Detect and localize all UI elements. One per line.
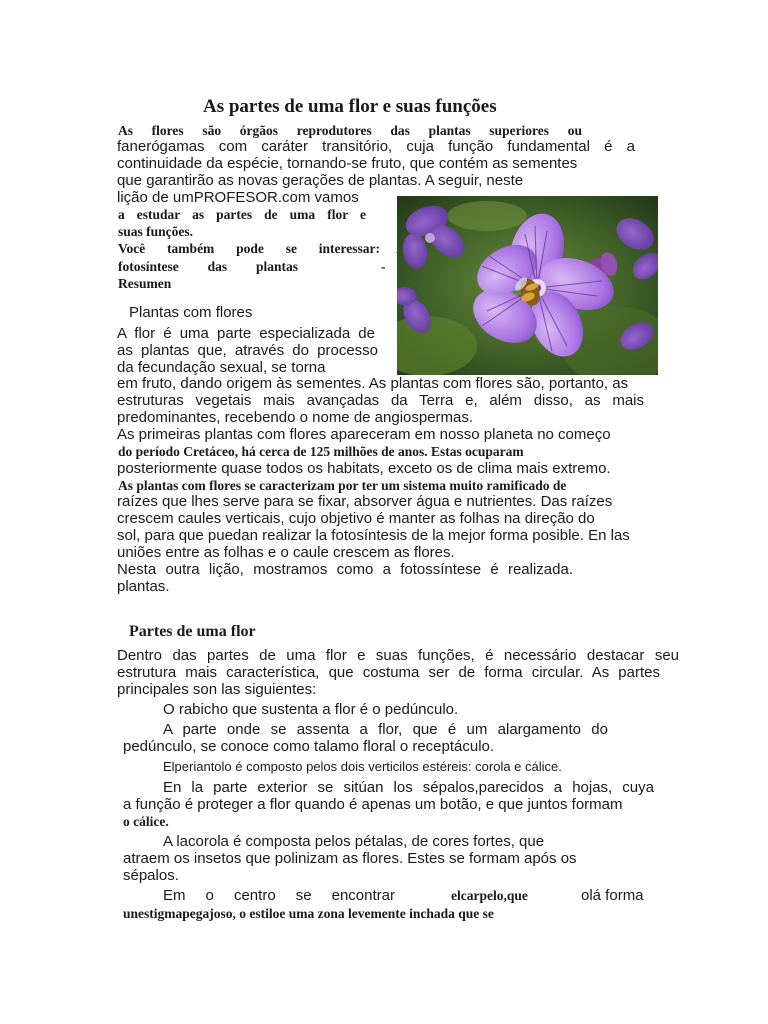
paragraph-line: do período Cretáceo, há cerca de 125 milhões de anos. Estas ocuparam <box>118 444 524 459</box>
paragraph-line: sol, para que puedan realizar la fotosíntesis de la mejor forma posible. En las <box>117 527 630 544</box>
paragraph-line: As primeiras plantas com flores apareceram em nosso planeta no começo <box>117 426 611 443</box>
list-item: a função é proteger a flor quando é apenas um botão, e que juntos formam <box>123 796 623 813</box>
paragraph-line: Nesta outra lição, mostramos como a fotossíntese é realizada. <box>117 561 573 578</box>
paragraph-line: posteriormente quase todos os habitats, exceto os de clima mais extremo. <box>117 460 611 477</box>
list-item: pedúnculo, se conoce como talamo floral o receptáculo. <box>123 738 495 755</box>
intro-line: que garantirão as novas gerações de plantas. A seguir, neste <box>117 172 524 189</box>
paragraph-line: raízes que lhes serve para se fixar, absorver água e nutrientes. Das raízes <box>117 493 613 510</box>
paragraph-line: em fruto, dando origem às sementes. As plantas com flores são, portanto, as <box>117 375 629 392</box>
intro-line: suas funções. <box>118 224 194 239</box>
paragraph-line: predominantes, recebendo o nome de angiospermas. <box>117 409 474 426</box>
list-item: atraem os insetos que polinizam as flores. Estes se formam após os <box>123 850 577 867</box>
list-item-bold: unestigmapegajoso, o estiloe uma zona levemente inchada que se <box>123 906 494 921</box>
intro-line: fanerógamas com caráter transitório, cuja função fundamental é a <box>117 138 635 155</box>
paragraph-line: as plantas que, através do processo <box>117 342 378 359</box>
list-item-bold: elcarpelo,que <box>451 888 528 903</box>
section-heading: Partes de uma flor <box>129 623 256 640</box>
paragraph-line: estruturas vegetais mais avançadas da Terra e, além disso, as mais <box>117 392 644 409</box>
related-link-text[interactable]: Resumen <box>118 276 172 291</box>
related-link-dash: - <box>381 259 386 274</box>
paragraph-line: As plantas com flores se caracterizam por ter um sistema muito ramificado de <box>118 478 567 493</box>
list-item: En la parte exterior se sitúan los sépalos,parecidos a hojas, cuya <box>163 779 654 796</box>
paragraph-line: principales son las siguientes: <box>117 681 317 698</box>
paragraph-line: A flor é uma parte especializada de <box>117 325 375 342</box>
list-item: sépalos. <box>123 867 179 884</box>
list-item: olá forma <box>581 887 644 904</box>
flower-photo <box>397 196 658 375</box>
section-heading: Plantas com flores <box>129 304 253 321</box>
list-item: O rabicho que sustenta a flor é o pedúnculo. <box>163 701 459 718</box>
related-link-text[interactable]: fotosíntese das plantas <box>118 259 298 274</box>
paragraph-line: da fecundação sexual, se torna <box>117 359 326 376</box>
page-title: As partes de uma flor e suas funções <box>203 96 497 117</box>
paragraph-line: Dentro das partes de uma flor e suas funções, é necessário destacar seu <box>117 647 679 664</box>
list-item: Em o centro se encontrar <box>163 887 395 904</box>
related-link-label: Você também pode se interessar: <box>118 241 380 256</box>
paragraph-line: plantas. <box>117 578 170 595</box>
paragraph-line: uniões entre as folhas e o caule crescem as flores. <box>117 544 455 561</box>
list-item: A lacorola é composta pelos pétalas, de cores fortes, que <box>163 833 545 850</box>
intro-line: lição de umPROFESOR.com vamos <box>117 189 359 206</box>
list-item: o cálice. <box>123 814 169 829</box>
paragraph-line: crescem caules verticais, cujo objetivo é manter as folhas na direção do <box>117 510 595 527</box>
paragraph-line: estrutura mais característica, que costuma ser de forma circular. As partes <box>117 664 660 681</box>
intro-line: As flores são órgãos reprodutores das plantas superiores ou <box>118 123 582 138</box>
list-item: Elperiantolo é composto pelos dois verticilos estéreis: corola e cálice. <box>163 759 562 774</box>
intro-line: a estudar as partes de uma flor e <box>118 207 366 222</box>
list-item: A parte onde se assenta a flor, que é um alargamento do <box>163 721 608 738</box>
intro-line: continuidade da espécie, tornando-se fruto, que contém as sementes <box>117 155 578 172</box>
